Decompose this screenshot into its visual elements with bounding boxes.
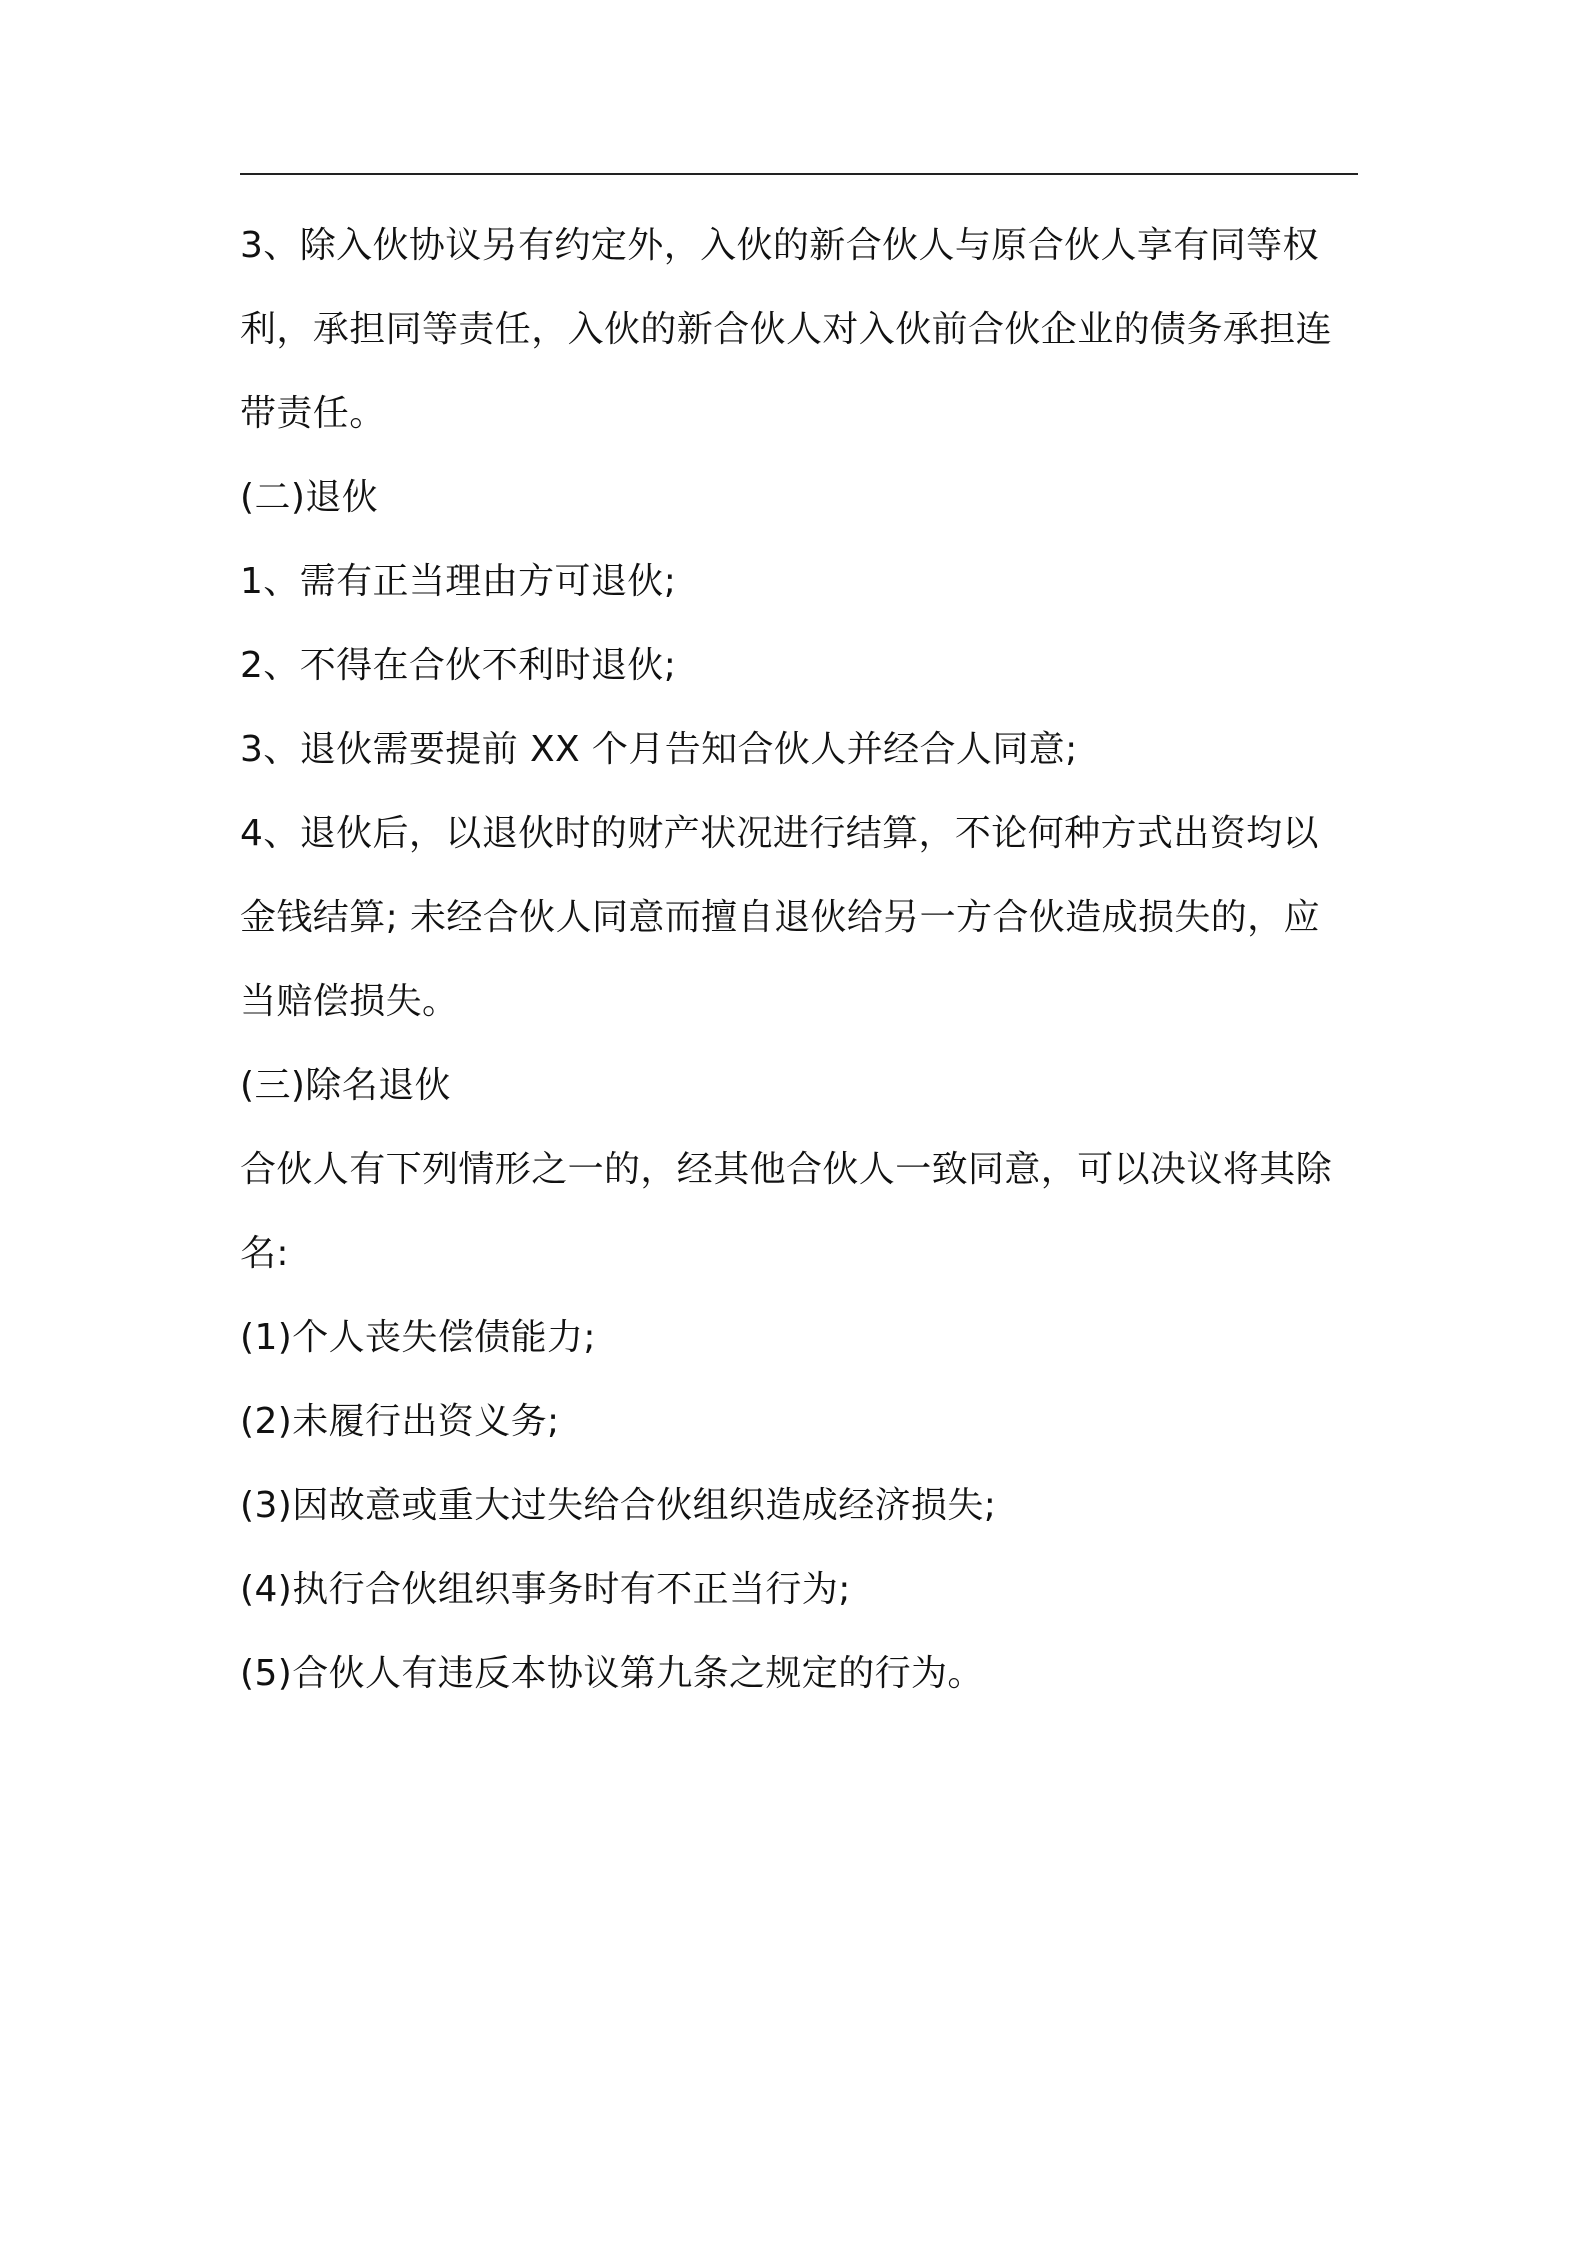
expulsion-condition-2 xyxy=(240,1380,1358,1464)
paragraph-admission-equal-rights xyxy=(240,204,1358,456)
paragraph-line: 当赔偿损失。 xyxy=(240,981,459,1022)
section-heading: (二)退伙 xyxy=(240,477,379,518)
withdrawal-item-4 xyxy=(240,792,1358,1044)
expulsion-intro xyxy=(240,1128,1358,1296)
list-item: (1)个人丧失偿债能力; xyxy=(240,1317,596,1358)
withdrawal-item-3 xyxy=(240,708,1358,792)
withdrawal-item-2 xyxy=(240,624,1358,708)
list-item: (5)合伙人有违反本协议第九条之规定的行为。 xyxy=(240,1653,984,1694)
withdrawal-item-1 xyxy=(240,540,1358,624)
document-body xyxy=(240,204,1358,1716)
section-heading-expulsion xyxy=(240,1044,1358,1128)
paragraph-line: 合伙人有下列情形之一的，经其他合伙人一致同意，可以决议将其除 xyxy=(240,1149,1333,1190)
list-item: 2、不得在合伙不利时退伙; xyxy=(240,645,677,686)
paragraph-line: 金钱结算; 未经合伙人同意而擅自退伙给另一方合伙造成损失的，应 xyxy=(240,897,1320,938)
list-item: 1、需有正当理由方可退伙; xyxy=(240,561,677,602)
paragraph-line: 4、退伙后，以退伙时的财产状况进行结算，不论何种方式出资均以 xyxy=(240,813,1319,854)
paragraph-line: 带责任。 xyxy=(240,393,386,434)
paragraph-line: 3、除入伙协议另有约定外，入伙的新合伙人与原合伙人享有同等权 xyxy=(240,225,1319,266)
header-rule xyxy=(240,173,1358,175)
expulsion-condition-3 xyxy=(240,1464,1358,1548)
expulsion-condition-1 xyxy=(240,1296,1358,1380)
expulsion-condition-4 xyxy=(240,1548,1358,1632)
section-heading: (三)除名退伙 xyxy=(240,1065,451,1106)
section-heading-withdrawal xyxy=(240,456,1358,540)
paragraph-line: 利，承担同等责任，入伙的新合伙人对入伙前合伙企业的债务承担连 xyxy=(240,309,1333,350)
expulsion-condition-5 xyxy=(240,1632,1358,1716)
list-item: 3、退伙需要提前 XX 个月告知合伙人并经合人同意; xyxy=(240,729,1078,770)
list-item: (3)因故意或重大过失给合伙组织造成经济损失; xyxy=(240,1485,997,1526)
paragraph-line: 名: xyxy=(240,1233,289,1274)
list-item: (4)执行合伙组织事务时有不正当行为; xyxy=(240,1569,851,1610)
list-item: (2)未履行出资义务; xyxy=(240,1401,560,1442)
